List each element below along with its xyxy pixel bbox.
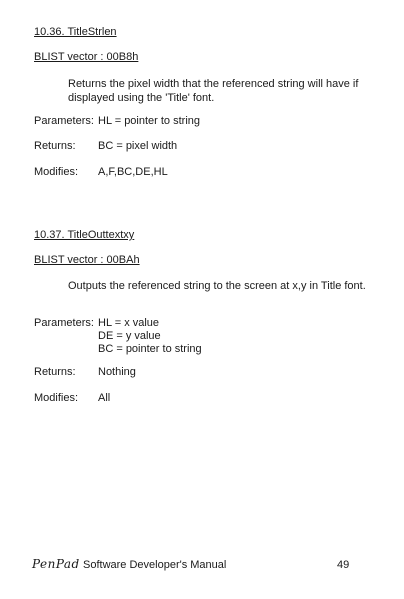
- modifies-label: Modifies:: [34, 166, 79, 178]
- returns-label: Returns:: [34, 140, 76, 152]
- penpad-logo: PenPad: [32, 557, 80, 571]
- returns-value: Nothing: [98, 366, 136, 378]
- parameter-de: DE = y value: [98, 330, 161, 342]
- modifies-value: A,F,BC,DE,HL: [98, 166, 168, 178]
- description-title-outtextxy: Outputs the referenced string to the screen at x,y in Title font.: [68, 280, 366, 292]
- blist-vector-title-outtextxy: BLIST vector : 00BAh: [34, 254, 140, 266]
- returns-label: Returns:: [34, 366, 76, 378]
- parameters-label: Parameters:: [34, 317, 94, 329]
- page-number: 49: [337, 559, 350, 571]
- section-heading-title-strlen: 10.36. TitleStrlen: [34, 26, 117, 38]
- parameters-label: Parameters:: [34, 115, 94, 127]
- modifies-value: All: [98, 392, 111, 404]
- blist-vector-title-strlen: BLIST vector : 00B8h: [34, 51, 139, 63]
- description-title-strlen: Returns the pixel width that the referenced string will have if displayed using the 'Title' font.: [68, 78, 359, 104]
- returns-value: BC = pixel width: [98, 140, 178, 152]
- parameter-hl: HL = x value: [98, 317, 160, 329]
- section-heading-title-outtextxy: 10.37. TitleOuttextxy: [34, 229, 135, 241]
- footer-title: Software Developer's Manual: [83, 559, 227, 571]
- parameter-hl: HL = pointer to string: [98, 115, 201, 127]
- modifies-label: Modifies:: [34, 392, 79, 404]
- parameter-bc: BC = pointer to string: [98, 343, 202, 355]
